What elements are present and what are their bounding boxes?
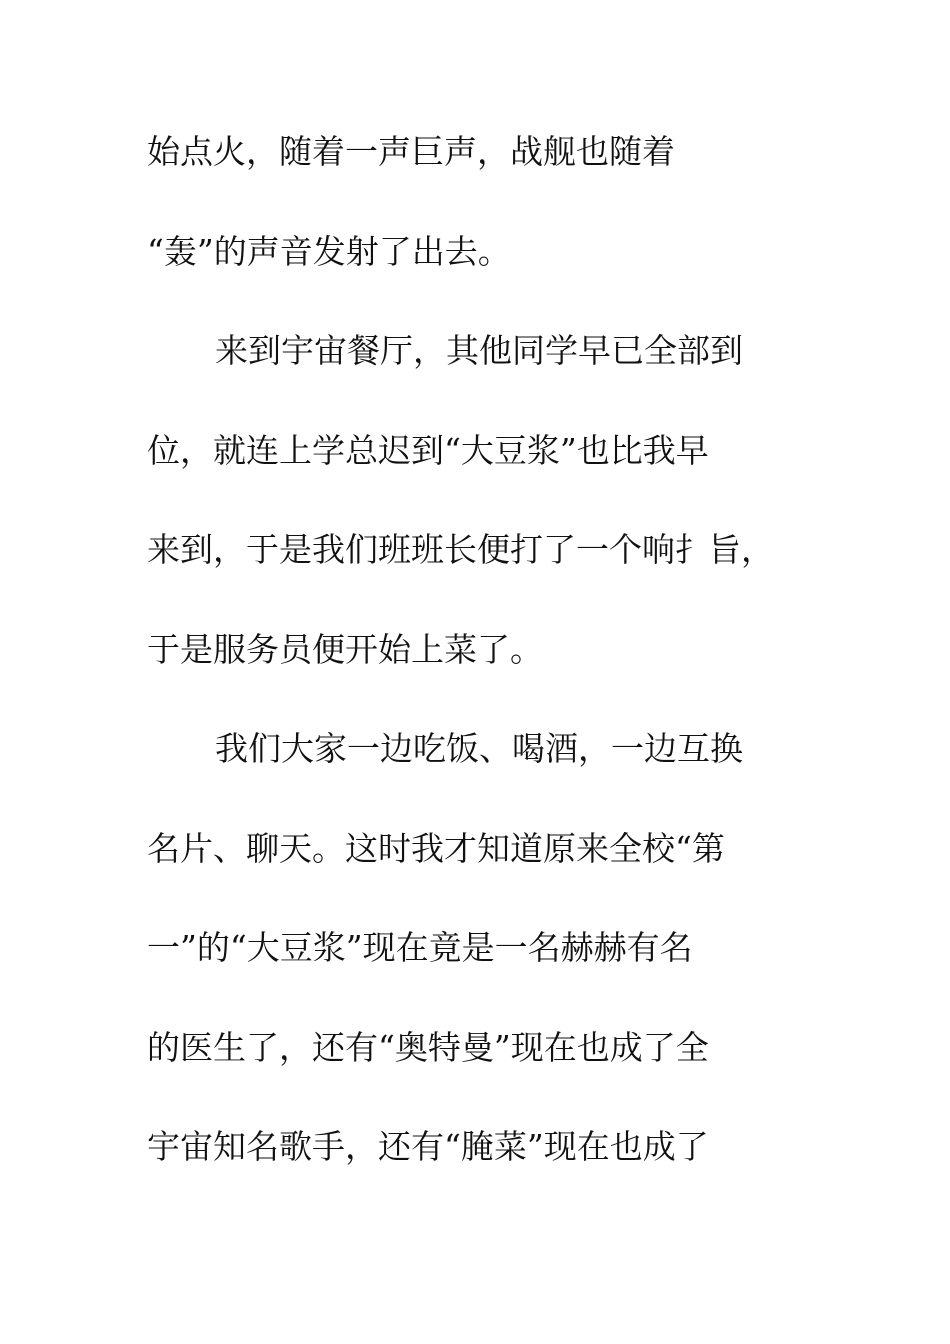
document-body [147,127,807,1222]
text-line: 宇宙知名歌手，还有“腌菜”现在也成了 [147,1127,709,1166]
text-line: 于是服务员便开始上菜了。 [147,629,543,669]
text-line: 位，就连上学总迟到“大豆浆”也比我早 [147,430,709,470]
text-line: 来到，于是我们班班长便打了一个响扌旨， [147,530,774,569]
text-line: 始点火，随着一声巨声，战舰也随着 [147,132,675,171]
text-line: 名片、聊天。这时我才知道原来全校“第 [147,828,725,868]
text-line: 一”的“大豆浆”现在竟是一名赫赫有名 [147,928,693,967]
paragraph-start-line: 我们大家一边吃饭、喝酒，一边互换 [215,729,743,768]
text-line: 的医生了，还有“奥特曼”现在也成了全 [147,1027,709,1067]
paragraph-start-line: 来到宇宙餐厅，其他同学早已全部到 [215,331,743,370]
text-line: “轰”的声音发射了出去。 [147,231,511,271]
